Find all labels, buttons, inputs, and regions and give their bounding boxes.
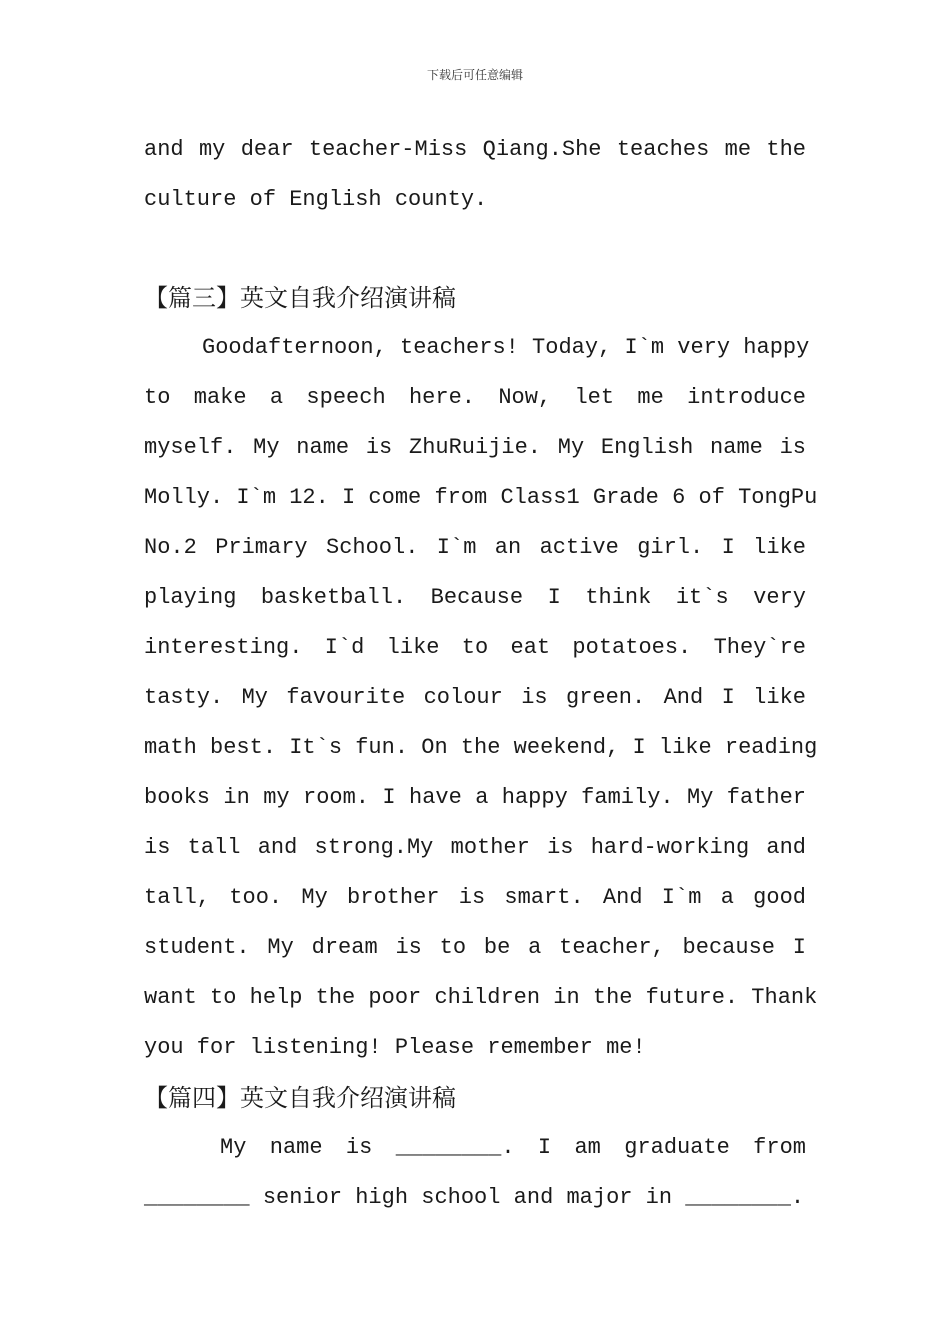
paragraph-line: myself. My name is ZhuRuijie. My English name is	[144, 435, 806, 460]
paragraph-line: ________ senior high school and major in ________.	[144, 1185, 805, 1210]
paragraph-line: want to help the poor children in the future. Thank	[144, 985, 818, 1010]
paragraph-line: No.2 Primary School. I`m an active girl. I like	[144, 535, 806, 560]
section-heading: 【篇四】英文自我介绍演讲稿	[144, 1084, 456, 1112]
paragraph-line: interesting. I`d like to eat potatoes. They`re	[144, 635, 806, 660]
section-three	[144, 273, 818, 1073]
paragraph-line: and my dear teacher-Miss Qiang.She teaches me the	[144, 137, 806, 162]
paragraph-line: math best. It`s fun. On the weekend, I like reading	[144, 735, 818, 760]
paragraph-line: culture of English county.	[144, 187, 488, 212]
paragraph-line: Molly. I`m 12. I come from Class1 Grade 6 of TongPu	[144, 485, 818, 510]
document-body	[144, 125, 818, 1223]
paragraph-line: you for listening! Please remember me!	[144, 1035, 646, 1060]
paragraph-line: to make a speech here. Now, let me introduce	[144, 385, 806, 410]
paragraph-line: tasty. My favourite colour is green. And I like	[144, 685, 806, 710]
paragraph-line: Goodafternoon, teachers! Today, I`m very happy	[202, 335, 810, 360]
paragraph-line: tall, too. My brother is smart. And I`m a good	[144, 885, 806, 910]
paragraph-line: is tall and strong.My mother is hard-working and	[144, 835, 806, 860]
section-four	[144, 1073, 806, 1223]
page-header: 下载后可任意编辑	[426, 68, 523, 82]
paragraph-line: student. My dream is to be a teacher, because I	[144, 935, 806, 960]
section-spacer	[144, 225, 806, 273]
section-heading: 【篇三】英文自我介绍演讲稿	[144, 284, 456, 312]
paragraph-line: My name is ________. I am graduate from	[220, 1135, 806, 1160]
paragraph-line: playing basketball. Because I think it`s very	[144, 585, 806, 610]
paragraph-line: books in my room. I have a happy family. My father	[144, 785, 806, 810]
section-two-tail	[144, 125, 806, 225]
